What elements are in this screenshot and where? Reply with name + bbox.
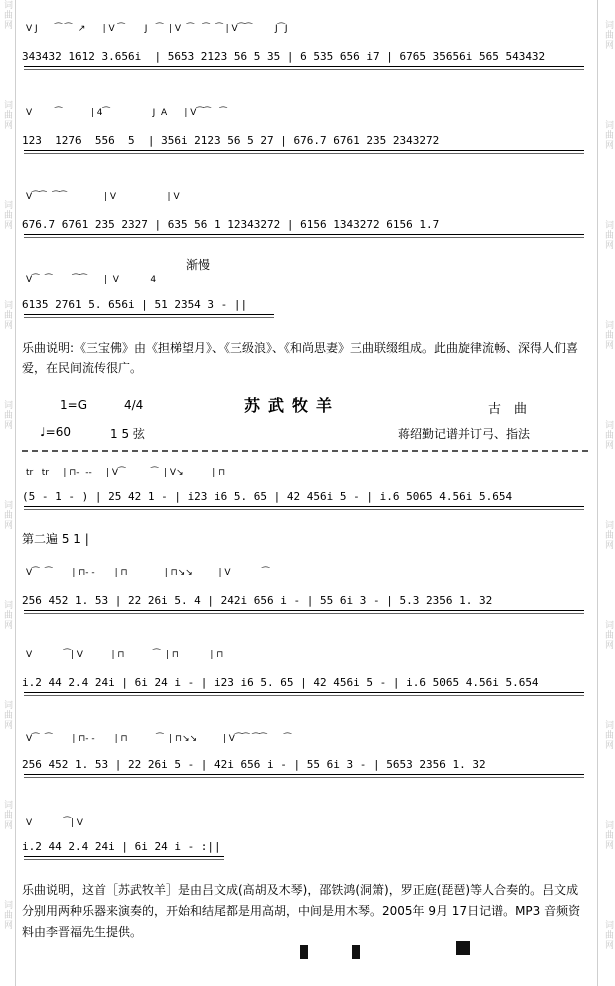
score-row: 123 1276 556 5 | 356i 2123 56 5 27 | 676.7 6761 235 2343272 <box>22 134 440 147</box>
underline-beam <box>24 66 584 67</box>
scan-mark <box>456 941 470 955</box>
watermark-text: 词曲网 <box>603 620 613 650</box>
score-row: 676.7 6761 235 2327 | 635 56 1 12343272 | 6156 1343272 6156 1.7 <box>22 218 440 231</box>
underline-beam <box>24 610 584 611</box>
score-row: 256 452 1. 53 | 22 26i 5 - | 42i 656 i - | 55 6i 3 - | 5653 2356 1. 32 <box>22 758 486 771</box>
score-marks: V⁀⁀ ⁀⁀ | V | V <box>26 192 180 202</box>
underline-beam <box>24 692 584 693</box>
watermark-text: 词曲网 <box>2 700 12 730</box>
section2-note: 乐曲说明，这首［苏武牧羊］是由吕文成(高胡及木琴)，邵铁鸿(洞箫)，罗正庭(琵琶)等人合奏的。吕文成分别用两种乐器来演奏的，开始和结尾都是用高胡，中间是用木琴。2005年 9月 17日记谱。MP3 音频资料由李晋福先生提供。 <box>22 883 581 939</box>
underline-beam <box>24 237 584 238</box>
watermark-text: 词曲网 <box>2 900 12 930</box>
string-tuning: 1 5 弦 <box>110 427 145 441</box>
watermark-text: 词曲网 <box>603 920 613 950</box>
underline-beam <box>24 859 224 860</box>
score-row: (5 - 1 - ) | 25 42 1 - | i23 i6 5. 65 | 42 456i 5 - | i.6 5065 4.56i 5.654 <box>22 490 513 503</box>
watermark-text: 词曲网 <box>2 0 12 30</box>
score-row: 343432 1612 3.656i | 5653 2123 56 5 35 | 6 535 656 i7 | 6765 35656i 565 543432 <box>22 50 546 63</box>
underline-beam <box>24 774 584 775</box>
score-marks: V⁀ ⁀ ⁀⁀ | V 4 <box>26 275 157 285</box>
left-margin-rule <box>15 0 16 986</box>
watermark-text: 词曲网 <box>2 800 12 830</box>
scan-mark <box>352 945 360 959</box>
score-marks: V⁀ ⁀ | ⊓- - | ⊓ ⁀ | ⊓↘↘ | V⁀⁀ ⁀⁀ ⁀ <box>26 734 292 744</box>
watermark-text: 词曲网 <box>2 600 12 630</box>
arranger-credit: 蒋绍勤记谱并订弓、指法 <box>398 427 531 441</box>
tempo-change-text: 渐慢 <box>186 258 211 272</box>
watermark-text: 词曲网 <box>603 420 613 450</box>
left-watermark <box>0 0 14 986</box>
underline-beam <box>24 314 274 315</box>
score-row: 256 452 1. 53 | 22 26i 5. 4 | 242i 656 i - | 55 6i 3 - | 5.3 2356 1. 32 <box>22 594 493 607</box>
watermark-text: 词曲网 <box>603 320 613 350</box>
watermark-text: 词曲网 <box>2 100 12 130</box>
underline-beam <box>24 777 584 778</box>
key-signature: 1=G <box>60 398 87 412</box>
watermark-text: 词曲网 <box>603 820 613 850</box>
scan-mark <box>300 945 308 959</box>
underline-beam <box>24 613 584 614</box>
watermark-text: 词曲网 <box>603 720 613 750</box>
score-row: i.2 44 2.4 24i | 6i 24 i - | i23 i6 5. 65 | 42 456i 5 - | i.6 5065 4.56i 5.654 <box>22 676 539 689</box>
right-margin-rule <box>597 0 598 986</box>
underline-beam <box>24 506 584 507</box>
watermark-text: 词曲网 <box>2 400 12 430</box>
header-divider <box>22 450 588 454</box>
underline-beam <box>24 317 274 318</box>
watermark-text: 词曲网 <box>603 120 613 150</box>
second-time-label: 第二遍 5 1 | <box>22 532 89 546</box>
tempo-mark: ♩=60 <box>40 425 71 439</box>
underline-beam <box>24 695 584 696</box>
watermark-text: 词曲网 <box>2 500 12 530</box>
section1-note: 乐曲说明:《三宝佛》由《担梯望月》、《三级浪》、《和尚思妻》三曲联缀组成。此曲旋律流畅、深得人们喜爱，在民间流传很广。 <box>22 341 579 375</box>
score-row: 6135 2761 5. 656i | 51 2354 3 - || <box>22 298 248 311</box>
score-marks: V ⁀ | 4⁀ J A | V⁀⁀ ⁀ <box>26 108 227 118</box>
underline-beam <box>24 69 584 70</box>
score-marks: V⁀ ⁀ | ⊓- - | ⊓ | ⊓↘↘ | V ⁀ <box>26 568 270 578</box>
right-watermark <box>601 0 615 986</box>
watermark-text: 词曲网 <box>2 300 12 330</box>
underline-beam <box>24 856 224 857</box>
watermark-text: 词曲网 <box>603 220 613 250</box>
underline-beam <box>24 153 584 154</box>
watermark-text: 词曲网 <box>2 200 12 230</box>
piece-origin: 古 曲 <box>488 402 528 417</box>
score-marks: tr tr | ⊓- -- | V⁀ ⁀ | V↘ | ⊓ <box>26 468 226 478</box>
underline-beam <box>24 509 584 510</box>
underline-beam <box>24 234 584 235</box>
time-signature: 4/4 <box>124 398 144 412</box>
score-marks: V ⁀| V | ⊓ ⁀ | ⊓ | ⊓ <box>26 650 224 660</box>
score-marks: V ⁀| V <box>26 818 83 828</box>
watermark-text: 词曲网 <box>603 20 613 50</box>
score-marks: V J ⁀ ⁀ ↗ | V ⁀ J ⁀ | V ⁀ ⁀ ⁀ | V⁀⁀ J⁀J <box>26 24 288 34</box>
watermark-text: 词曲网 <box>603 520 613 550</box>
score-row: i.2 44 2.4 24i | 6i 24 i - :|| <box>22 840 221 853</box>
underline-beam <box>24 150 584 151</box>
piece-title: 苏武牧羊 <box>244 396 341 415</box>
